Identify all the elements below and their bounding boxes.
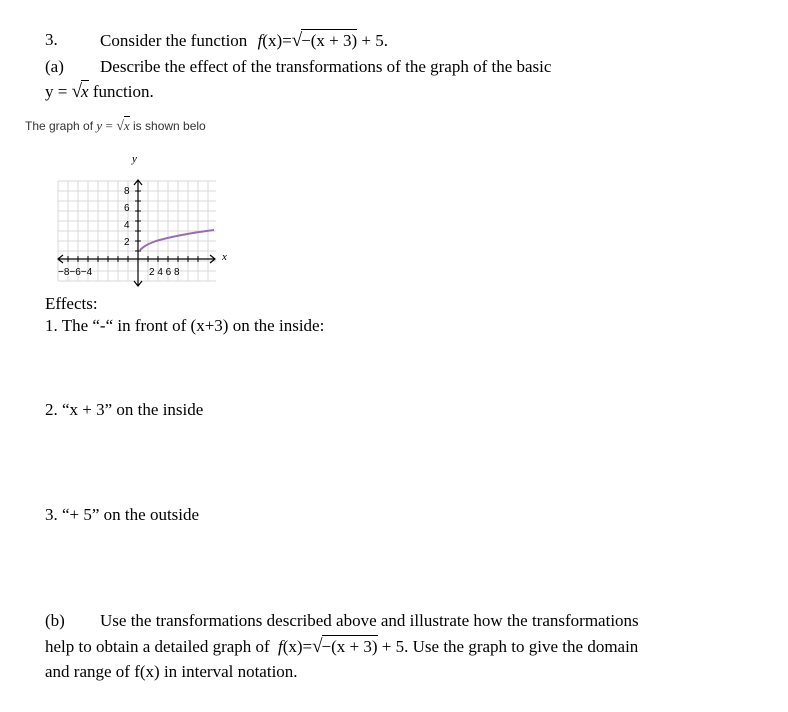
part-b-function-f: f (277, 637, 283, 656)
graph-y-tick-2: 2 (124, 237, 130, 248)
graph-x-neg-ticks: −8−6−4 (58, 267, 93, 278)
graph-x-axis-label: x (222, 251, 227, 263)
graph-y-tick-4: 4 (124, 220, 130, 231)
part-a-line2 (45, 81, 154, 103)
sqrt-x-radicand: x (81, 82, 89, 101)
effect-item-3: 3. “+ 5” on the outside (45, 505, 200, 524)
radical-sign-icon: √ (312, 636, 323, 657)
part-b-function-arg: (x) (282, 637, 303, 656)
part-b-line3: and range of f(x) in interval notation. (45, 662, 298, 681)
part-a-y-equals: y = (45, 82, 68, 101)
radical-sign-icon: √ (116, 119, 124, 134)
graph-y-tick-6: 6 (124, 203, 130, 214)
plus-five: + 5. (361, 31, 388, 50)
graph-caption (25, 118, 206, 135)
graph-y-axis-label: y (132, 153, 137, 165)
function-f: f (257, 31, 263, 50)
graph-caption-x: x (123, 118, 130, 133)
question-number: 3. (45, 30, 58, 49)
part-a-label: (a) (45, 57, 64, 76)
graph-x-pos-ticks: 2 4 6 8 (149, 267, 180, 278)
square-root-expression (292, 30, 357, 52)
question-intro-text: Consider the function (100, 31, 248, 50)
equals-sign: = (282, 31, 292, 50)
question-intro (100, 30, 388, 52)
sqrt-curve (140, 230, 214, 250)
part-b-line2-post: Use the graph to give the domain (412, 637, 639, 656)
effects-title: Effects: (45, 294, 98, 313)
graph-caption-sqrt (116, 118, 129, 135)
part-b-radicand: −(x + 3) (321, 637, 378, 656)
radical-sign-icon: √ (291, 30, 303, 51)
effect-item-1: 1. The “-“ in front of (x+3) on the inside: (45, 316, 325, 335)
function-arg: (x) (262, 31, 283, 50)
radical-sign-icon: √ (71, 81, 83, 102)
radicand: −(x + 3) (301, 31, 358, 50)
part-b-plus-five: + 5. (381, 637, 409, 656)
effect-item-2: 2. “x + 3” on the inside (45, 400, 204, 419)
sqrt-x (72, 81, 89, 103)
sqrt-graph (52, 155, 242, 290)
graph-caption-post: is shown belo (133, 119, 206, 133)
part-b-equals: = (302, 637, 313, 656)
part-b-label: (b) (45, 611, 65, 630)
part-b-line2 (45, 636, 638, 658)
part-b-sqrt-expression (312, 636, 377, 658)
part-a-text: Describe the effect of the transformations of the graph of the basic (100, 57, 552, 76)
graph-y-tick-8: 8 (124, 186, 130, 197)
graph-caption-y: y (96, 118, 103, 133)
part-b-line2-pre: help to obtain a detailed graph of (45, 637, 270, 656)
graph-caption-eq: = (105, 118, 113, 133)
graph-caption-pre: The graph of (25, 119, 94, 133)
part-b-line1: Use the transformations described above and illustrate how the transformations (100, 611, 639, 630)
part-a-function-word: function. (92, 82, 154, 101)
